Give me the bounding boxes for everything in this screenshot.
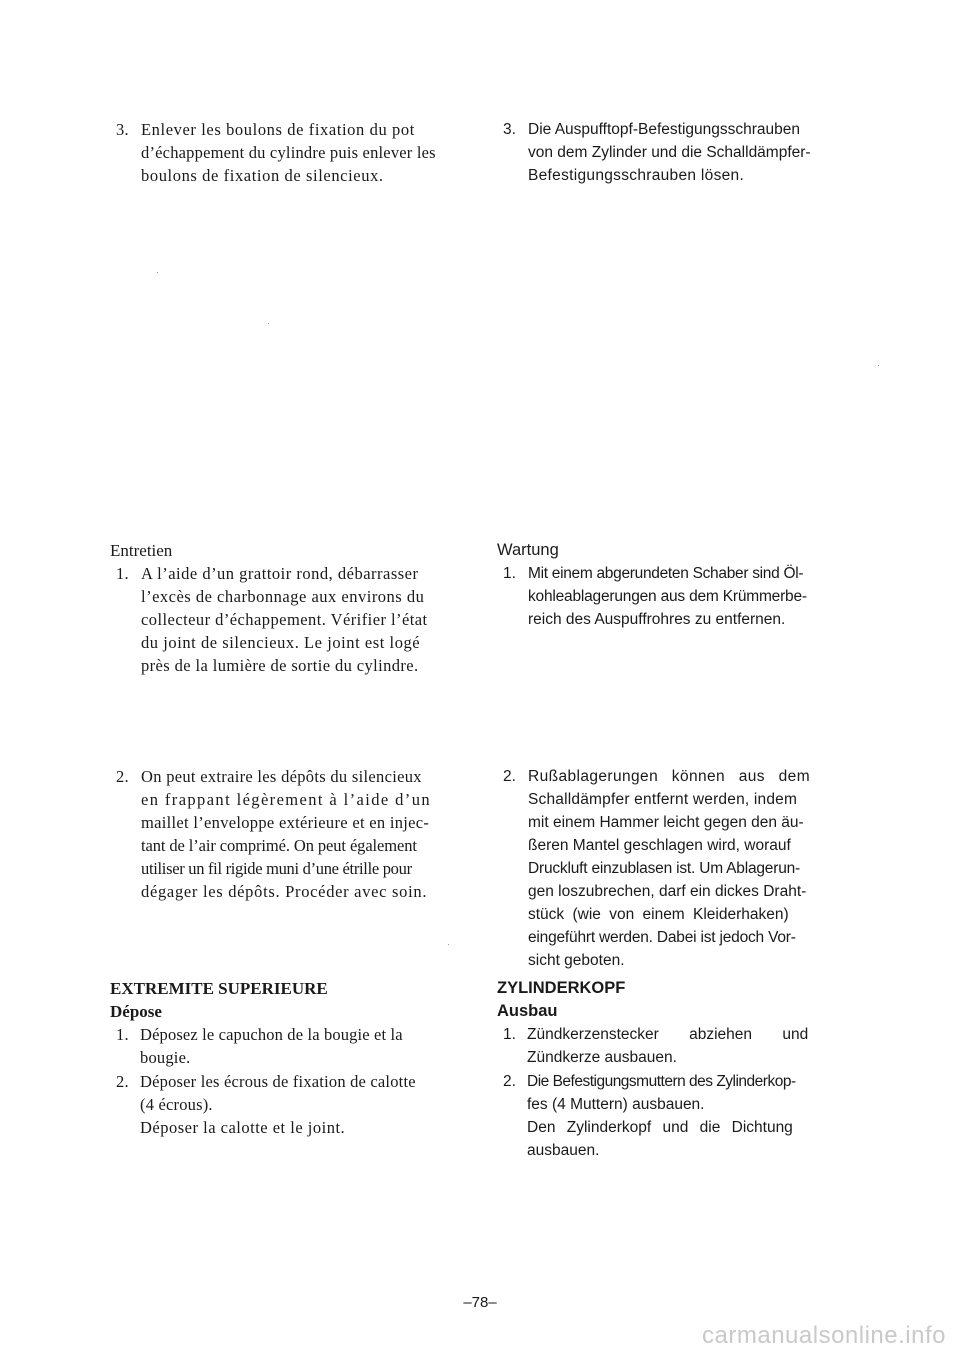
text-line: collecteur d’échappement. Vérifier l’état	[141, 610, 428, 629]
text-line: eingeführt werden. Dabei ist jedoch Vor-	[528, 929, 796, 946]
text-line: Déposer les écrous de fixation de calotte	[140, 1072, 416, 1091]
text-line: Zündkerzenstecker abziehen und	[527, 1026, 809, 1043]
fr-step-3	[108, 118, 468, 187]
text-line: boulons de fixation de silencieux.	[141, 166, 384, 185]
text-line: dégager les dépôts. Procéder avec soin.	[141, 882, 428, 901]
text-line: Befestigungsschrauben lösen.	[528, 167, 745, 184]
text-line: sicht geboten.	[528, 952, 625, 969]
text-line: gen loszubrechen, darf ein dickes Draht-	[528, 883, 807, 900]
text-line: près de la lumière de sortie du cylindre.	[141, 656, 419, 675]
scan-speck	[157, 272, 158, 273]
fr-section-heading: EXTREMITE SUPERIEURE	[110, 979, 328, 998]
text-line: reich des Auspuffrohres zu entfernen.	[528, 611, 786, 628]
text-line: maillet l’enveloppe extérieure et en injec-	[141, 813, 430, 832]
text-line: ßeren Mantel geschlagen wird, worauf	[528, 837, 791, 854]
step-number: 2.	[116, 767, 129, 786]
watermark: carmanualsonline.info	[702, 1322, 946, 1349]
step-number: 3.	[116, 120, 129, 139]
text-line: du joint de silencieux. Le joint est logé	[141, 633, 421, 652]
fr-depose-step-1	[108, 1023, 468, 1069]
text-line: l’excès de charbonnage aux environs du	[141, 587, 425, 606]
text-line: ausbauen.	[527, 1142, 600, 1159]
scan-speck	[448, 944, 449, 945]
scan-speck	[268, 323, 269, 324]
step-number: 3.	[503, 121, 516, 138]
fr-entretien-step-2	[108, 765, 468, 903]
step-number: 1.	[503, 565, 516, 582]
fr-entretien-step-1	[108, 562, 468, 677]
de-wartung-heading: Wartung	[497, 541, 559, 559]
text-line: Zündkerze ausbauen.	[527, 1049, 677, 1066]
step-number: 1.	[116, 1025, 129, 1044]
text-line: Die Auspufftopf-Befestigungsschrauben	[528, 121, 801, 138]
text-line: Déposer la calotte et le joint.	[140, 1118, 346, 1137]
de-wartung-step-2	[495, 765, 855, 972]
step-number: 1.	[116, 564, 129, 583]
text-line: Déposez le capuchon de la bougie et la	[140, 1025, 403, 1044]
text-line: mit einem Hammer leicht gegen den äu-	[528, 814, 804, 831]
step-number: 2.	[503, 768, 516, 785]
step-number: 1.	[503, 1026, 516, 1043]
text-line: fes (4 Muttern) ausbauen.	[527, 1096, 705, 1113]
text-line: (4 écrous).	[140, 1095, 213, 1114]
text-line: en frappant légèrement à l’aide d’un	[141, 790, 431, 809]
step-number: 2.	[116, 1072, 129, 1091]
text-line: Mit einem abgerundeten Schaber sind Öl-	[528, 565, 804, 582]
de-step-3	[495, 118, 855, 187]
text-line: stück (wie von einem Kleiderhaken)	[528, 906, 789, 923]
de-ausbau-step-1	[495, 1023, 855, 1069]
page-number: –78–	[463, 1294, 497, 1311]
text-line: bougie.	[140, 1048, 191, 1067]
text-line: Die Befestigungsmuttern des Zylinderkop-	[527, 1073, 796, 1090]
text-line: tant de l’air comprimé. On peut également	[141, 836, 417, 855]
text-line: Druckluft einzublasen ist. Um Ablagerun-	[528, 860, 800, 877]
text-line: Schalldämpfer entfernt werden, indem	[528, 791, 798, 808]
de-ausbau-heading: Ausbau	[497, 1002, 558, 1020]
text-line: A l’aide d’un grattoir rond, débarrasser	[141, 564, 419, 583]
de-wartung-step-1	[495, 562, 855, 631]
text-line: Den Zylinderkopf und die Dichtung	[527, 1119, 793, 1136]
de-ausbau-step-2	[495, 1070, 855, 1162]
text-line: On peut extraire les dépôts du silencieux	[141, 767, 422, 786]
fr-depose-heading: Dépose	[110, 1002, 162, 1021]
step-number: 2.	[503, 1073, 516, 1090]
text-line: Enlever les boulons de fixation du pot	[141, 120, 415, 139]
text-line: kohleablagerungen aus dem Krümmerbe-	[528, 588, 807, 605]
fr-depose-step-2	[108, 1070, 468, 1139]
scan-speck	[878, 365, 879, 366]
de-section-heading: ZYLINDERKOPF	[497, 979, 626, 997]
text-line: d’échappement du cylindre puis enlever les	[141, 143, 436, 162]
fr-entretien-heading: Entretien	[110, 541, 173, 560]
text-line: von dem Zylinder und die Schalldämpfer-	[528, 144, 811, 161]
text-line: utiliser un fil rigide muni d’une étrille pour	[141, 859, 412, 878]
text-line: Rußablagerungen können aus dem	[528, 768, 811, 785]
